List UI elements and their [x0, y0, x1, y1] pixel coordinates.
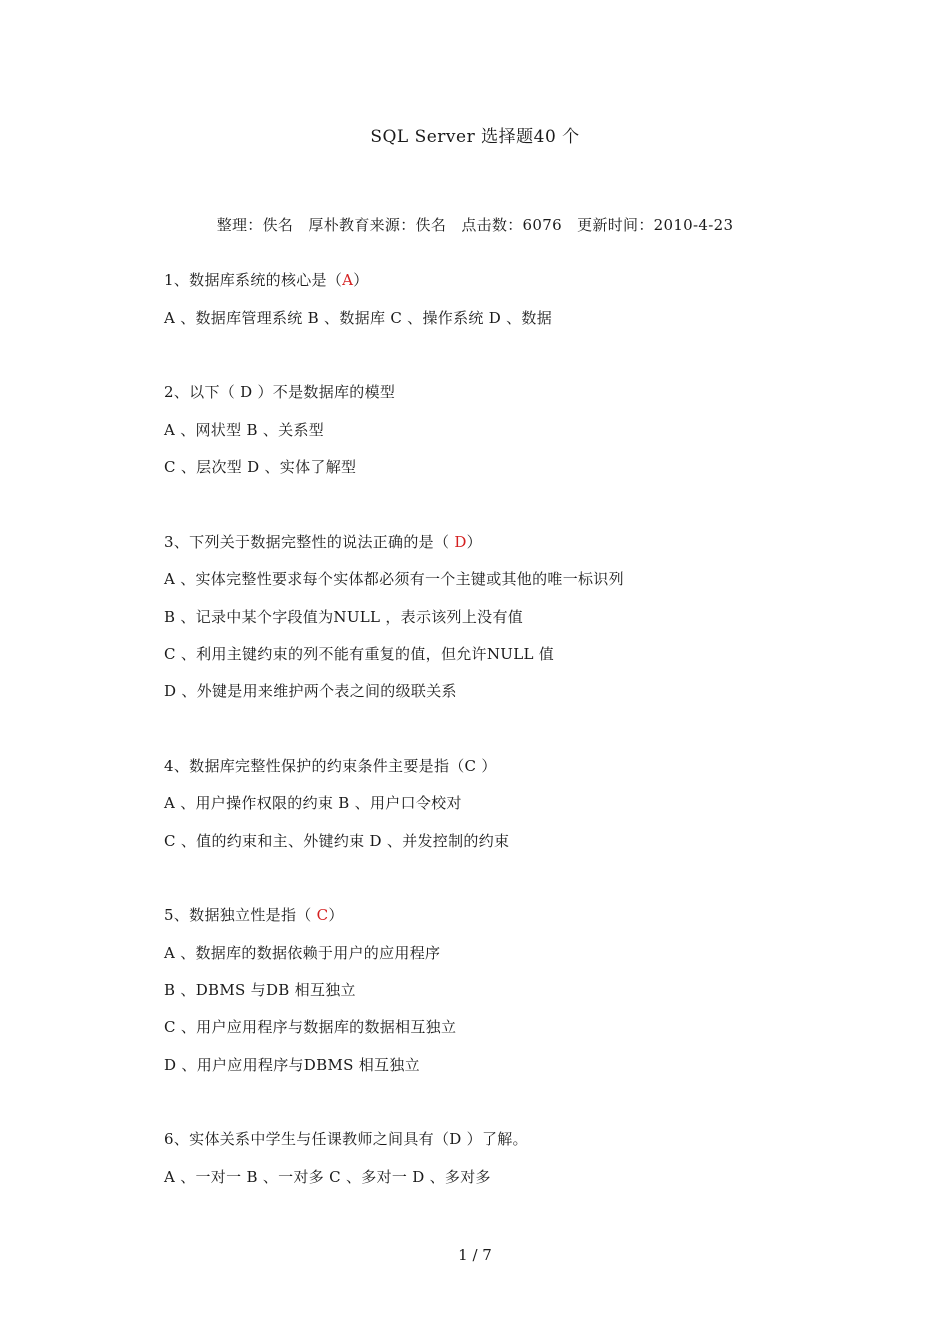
- question-stem: [164, 269, 369, 290]
- question-stem: [164, 904, 344, 925]
- question-text: ）: [353, 271, 369, 289]
- option-line: D 、用户应用程序与DBMS 相互独立: [164, 1056, 420, 1074]
- option-line: A 、数据库的数据依赖于用户的应用程序: [164, 944, 441, 962]
- option-line: A 、一对一 B 、一对多 C 、多对一 D 、多对多: [164, 1168, 491, 1186]
- option-line: B 、记录中某个字段值为NULL ，表示该列上没有值: [164, 608, 524, 626]
- option-line: C 、值的约束和主、外键约束 D 、并发控制的约束: [164, 832, 510, 850]
- article-meta: [0, 214, 950, 235]
- question-text: 3、下列关于数据完整性的说法正确的是（: [164, 533, 455, 551]
- option-line: A 、数据库管理系统 B 、数据库 C 、操作系统 D 、数据: [164, 309, 553, 327]
- question-text: 5、数据独立性是指（: [164, 906, 317, 924]
- meta-source: 厚朴教育来源：佚名: [308, 216, 447, 234]
- meta-updated: 更新时间：2010-4-23: [577, 216, 734, 234]
- option-line: A 、网状型 B 、关系型: [164, 421, 325, 439]
- question-stem: 6、实体关系中学生与任课教师之间具有（D ）了解。: [164, 1130, 528, 1148]
- answer-highlight: A: [342, 271, 354, 289]
- question-stem: [164, 531, 482, 552]
- meta-clicks: 点击数：6076: [461, 216, 562, 234]
- question-text: ）: [466, 533, 482, 551]
- answer-highlight: D: [454, 533, 467, 551]
- page-title: SQL Server 选择题40 个: [370, 127, 580, 147]
- option-line: C 、层次型 D 、实体了解型: [164, 458, 357, 476]
- option-line: A 、实体完整性要求每个实体都必须有一个主键或其他的唯一标识列: [164, 570, 624, 588]
- question-stem: 2、以下（ D ）不是数据库的模型: [164, 383, 396, 401]
- question-text: 1、数据库系统的核心是（: [164, 271, 343, 289]
- option-line: C 、利用主键约束的列不能有重复的值，但允许NULL 值: [164, 645, 555, 663]
- option-line: D 、外键是用来维护两个表之间的级联关系: [164, 682, 457, 700]
- option-line: C 、用户应用程序与数据库的数据相互独立: [164, 1018, 457, 1036]
- question-text: ）: [328, 906, 344, 924]
- answer-highlight: C: [316, 906, 329, 924]
- option-line: B 、DBMS 与DB 相互独立: [164, 981, 356, 999]
- question-stem: 4、数据库完整性保护的约束条件主要是指（C ）: [164, 757, 497, 775]
- page-number: 1 / 7: [458, 1246, 492, 1264]
- meta-organizer: 整理：佚名: [216, 216, 294, 234]
- option-line: A 、用户操作权限的约束 B 、用户口令校对: [164, 794, 462, 812]
